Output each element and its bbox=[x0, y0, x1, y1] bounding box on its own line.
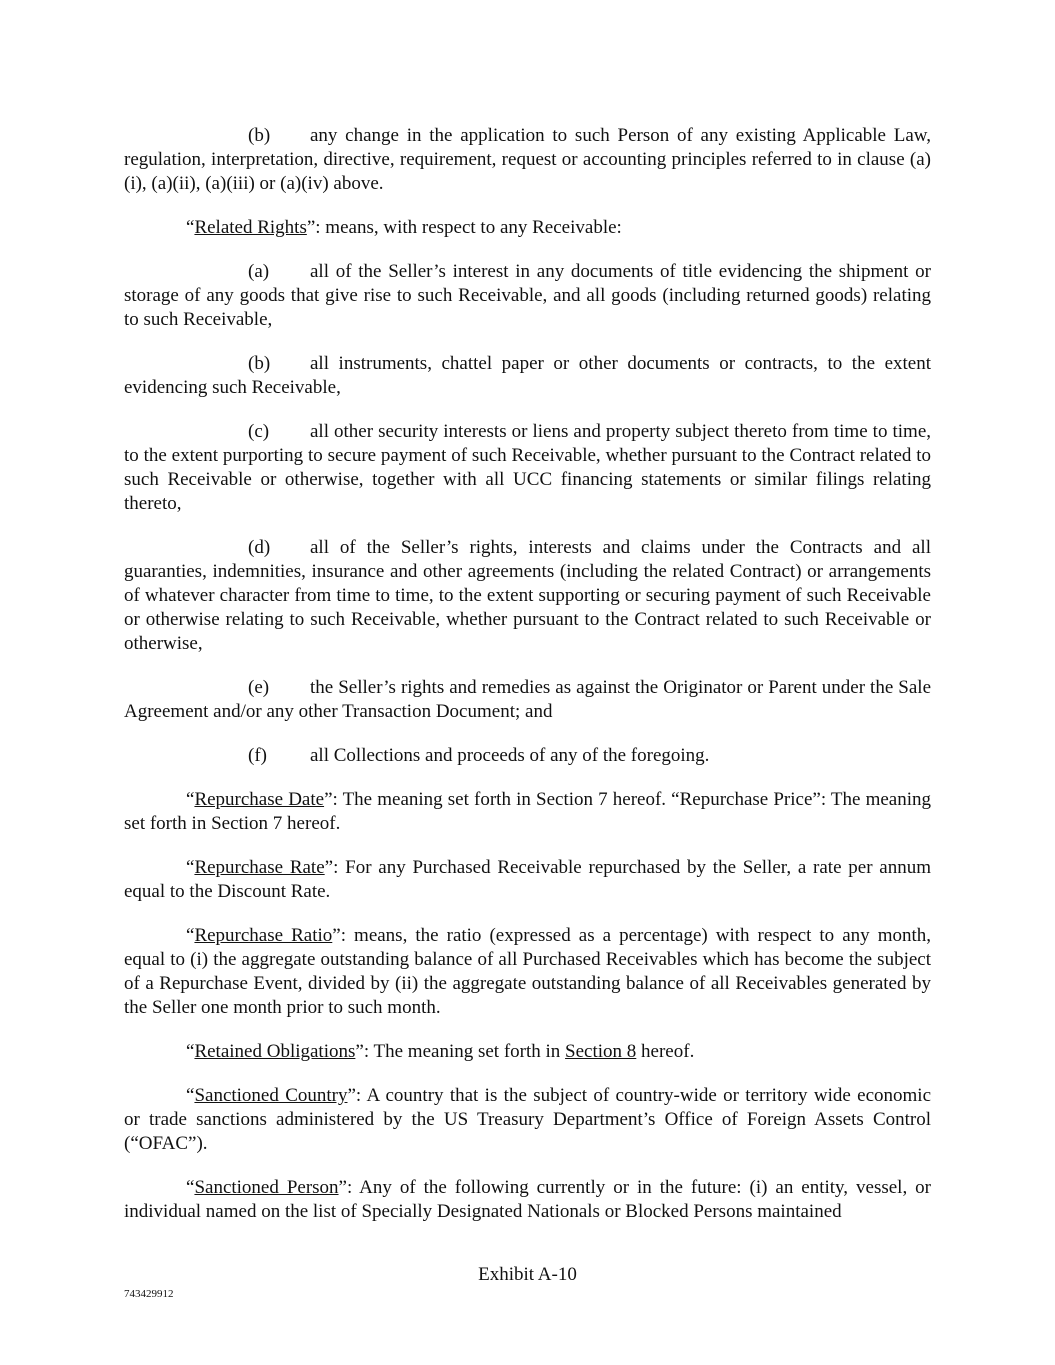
section-reference: Section 8 bbox=[565, 1041, 637, 1062]
definition-sanctioned-country: “Sanctioned Country”: A country that is the subject of country-wide or territory wide economic or trade sanctions administered by the US Treasury Department’s Office of Foreign Assets Control (“OFAC”). bbox=[124, 1085, 931, 1154]
definition-text: ”: For any Purchased Receivable repurchased by the Seller, a rate per annum equal to the Discount Rate. bbox=[124, 857, 932, 902]
defined-term: Retained Obligations bbox=[194, 1041, 356, 1062]
clause-text: all other security interests or liens and property subject thereto from time to time, to the extent purporting to secure payment of such Receivable, whether pursuant to the Contract related to such Receivable or otherwise, together with all UCC financing statements or similar filings relating thereto, bbox=[124, 421, 931, 514]
clause-text: all instruments, chattel paper or other documents or contracts, to the extent evidencing such Receivable, bbox=[124, 353, 931, 398]
defined-term: Repurchase Date bbox=[194, 789, 325, 810]
definition-sanctioned-person: “Sanctioned Person”: Any of the following currently or in the future: (i) an entity, vessel, or individual named on the list of Specially Designated Nationals or Blocked Persons maintained bbox=[124, 1177, 931, 1222]
clause-label: (c) bbox=[248, 421, 270, 442]
defined-term: Sanctioned Person bbox=[194, 1177, 339, 1198]
clause-label: (a) bbox=[248, 261, 270, 282]
definition-text: ”: The meaning set forth in Section 7 hereof. “Repurchase Price”: The meaning set forth in Section 7 hereof. bbox=[124, 789, 931, 834]
defined-term: Sanctioned Country bbox=[194, 1085, 348, 1106]
clause-label: (b) bbox=[248, 353, 271, 374]
definition-text: ”: means, with respect to any Receivable: bbox=[306, 217, 622, 238]
document-page bbox=[124, 124, 931, 1244]
defined-term: Repurchase Rate bbox=[194, 857, 325, 878]
related-rights-item-a bbox=[124, 260, 931, 332]
clause-label: (f) bbox=[248, 745, 267, 766]
definition-repurchase-date: “Repurchase Date”: The meaning set forth in Section 7 hereof. “Repurchase Price”: The meaning set forth in Section 7 hereof. bbox=[124, 789, 931, 834]
clause-label: (d) bbox=[248, 537, 271, 558]
defined-term: Repurchase Ratio bbox=[194, 925, 333, 946]
clause-label: (e) bbox=[248, 677, 270, 698]
page-footer-exhibit: Exhibit A-10 bbox=[478, 1264, 577, 1285]
related-rights-item-c bbox=[124, 420, 931, 516]
related-rights-item-b bbox=[124, 352, 931, 400]
definition-text: ”: The meaning set forth in bbox=[355, 1041, 566, 1062]
definition-text-end: hereof. bbox=[636, 1041, 695, 1062]
definition-retained-obligations: “Retained Obligations”: The meaning set forth in Section 8 hereof. bbox=[186, 1041, 695, 1062]
document-number: 743429912 bbox=[124, 1288, 174, 1300]
clause-text: the Seller’s rights and remedies as against the Originator or Parent under the Sale Agreement and/or any other Transaction Document; and bbox=[124, 677, 931, 722]
definition-text: ”: A country that is the subject of country-wide or territory wide economic or trade sanctions administered by the US Treasury Department’s Office of Foreign Assets Control (“OFAC”). bbox=[124, 1085, 931, 1154]
related-rights-item-f bbox=[124, 744, 931, 768]
clause-text: any change in the application to such Person of any existing Applicable Law, regulation, interpretation, directive, requirement, request or accounting principles referred to in clause (a)(i), (a)(ii), (a)(iii) or (a)(iv) above. bbox=[124, 125, 931, 194]
clause-text: all of the Seller’s rights, interests and claims under the Contracts and all guaranties, indemnities, insurance and other agreements (including the related Contract) or arrangements of whatever character from time to time, to the extent supporting or securing payment of such Receivable or otherwise relating to such Receivable, whether pursuant to the Contract related to such Receivable or otherwise, bbox=[124, 537, 931, 654]
clause-b-paragraph bbox=[124, 124, 931, 196]
definition-repurchase-rate: “Repurchase Rate”: For any Purchased Receivable repurchased by the Seller, a rate per annum equal to the Discount Rate. bbox=[124, 857, 932, 902]
clause-label: (b) bbox=[248, 125, 271, 146]
related-rights-item-d bbox=[124, 536, 931, 656]
definition-repurchase-ratio: “Repurchase Ratio”: means, the ratio (expressed as a percentage) with respect to any month, equal to (i) the aggregate outstanding balance of all Purchased Receivables which has become the subject of a Repurchase Event, divided by (ii) the aggregate outstanding balance of all Receivables generated by the Seller one month prior to such month. bbox=[124, 925, 932, 1018]
clause-text: all of the Seller’s interest in any documents of title evidencing the shipment or storage of any goods that give rise to such Receivable, and all goods (including returned goods) relating to such Receivable, bbox=[124, 261, 931, 330]
definition-text: ”: Any of the following currently or in the future: (i) an entity, vessel, or individual named on the list of Specially Designated Nationals or Blocked Persons maintained bbox=[124, 1177, 931, 1222]
defined-term: Related Rights bbox=[194, 217, 307, 238]
related-rights-item-e bbox=[124, 676, 931, 724]
clause-text: all Collections and proceeds of any of the foregoing. bbox=[310, 745, 710, 766]
definition-text: ”: means, the ratio (expressed as a percentage) with respect to any month, equal to (i) the aggregate outstanding balance of all Purchased Receivables which has become the subject of a Repurchase Event, divided by (ii) the aggregate outstanding balance of all Receivables generated by the Seller one month prior to such month. bbox=[124, 925, 932, 1018]
definition-related-rights: “Related Rights”: means, with respect to any Receivable: bbox=[186, 217, 622, 238]
